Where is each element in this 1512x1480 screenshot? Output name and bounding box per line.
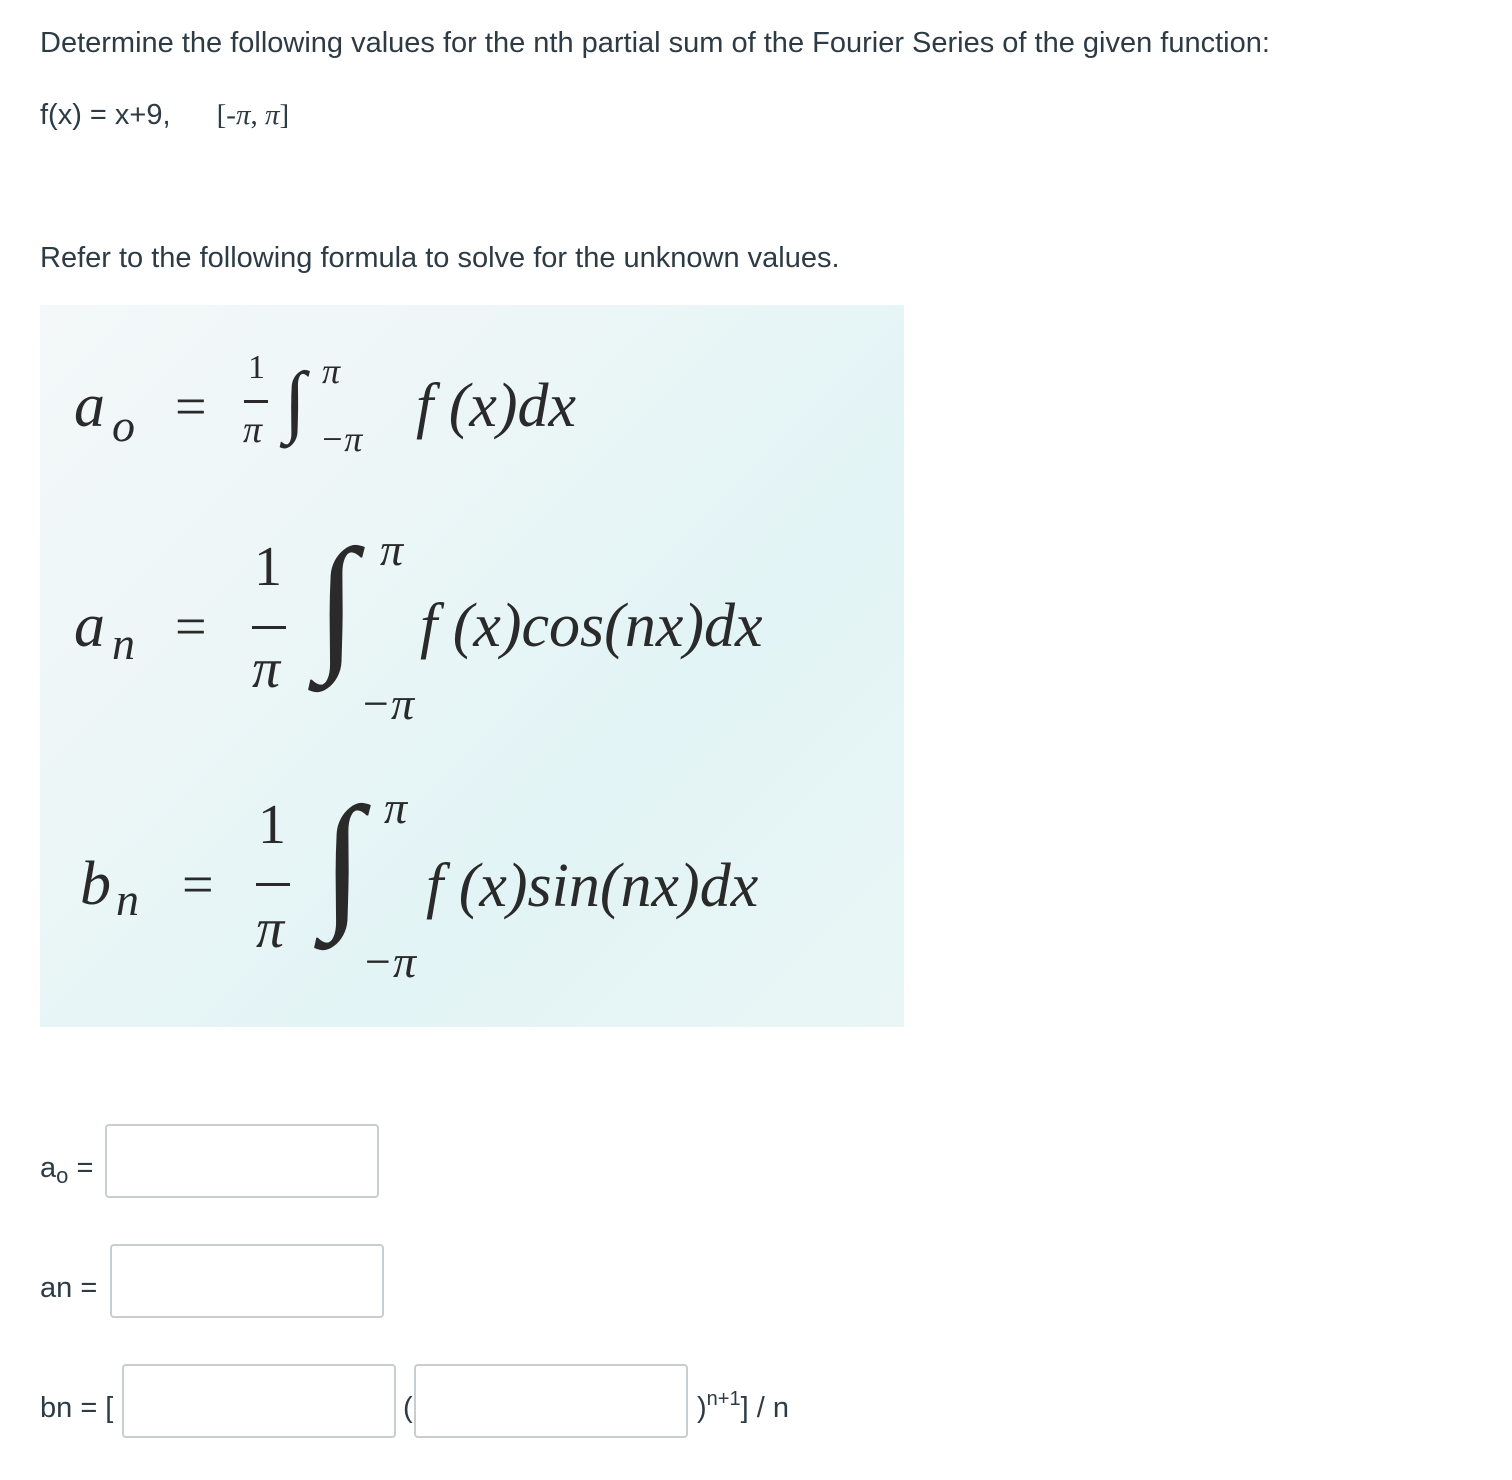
bn-suffix-exponent: n+1: [706, 1388, 741, 1410]
a0-label-main: a: [40, 1152, 57, 1184]
interval-open: [-: [216, 99, 236, 131]
interval-sep: ,: [250, 99, 265, 131]
bn-suffix-paren: ): [697, 1392, 707, 1424]
bn-lower-limit: −π: [362, 936, 417, 987]
bn-frac-num: 1: [258, 794, 286, 856]
bn-suffix-tail: ] / n: [740, 1392, 789, 1424]
interval-pi-lower: π: [235, 99, 251, 131]
a0-frac-bar: [244, 400, 268, 403]
a0-equals: =: [175, 376, 207, 438]
interval-close: ]: [279, 99, 290, 131]
bn-upper-limit: π: [384, 782, 408, 833]
an-lhs-sub: n: [112, 618, 135, 669]
bn-integrand: f (x)sin(nx)dx: [426, 852, 759, 920]
a0-lhs-sub: o: [112, 400, 135, 451]
a0-integrand: f (x)dx: [416, 372, 577, 440]
formula-image: [40, 305, 904, 1027]
a0-frac-num: 1: [248, 349, 265, 386]
a0-lhs-letter: a: [74, 372, 105, 440]
bn-answer-label: bn = [: [40, 1392, 114, 1424]
an-frac-bar: [252, 626, 286, 629]
a0-label-eq: =: [68, 1152, 94, 1184]
an-equals: =: [175, 596, 207, 658]
function-text: f(x) = x+9,: [40, 99, 171, 131]
a0-integral-sign: ∫: [284, 357, 306, 445]
an-lhs-letter: a: [74, 592, 105, 660]
bn-lhs-letter: b: [80, 850, 111, 918]
an-upper-limit: π: [380, 524, 404, 575]
bn-answer-input-2[interactable]: [414, 1364, 688, 1438]
bn-integral-sign: ∫: [322, 777, 364, 943]
bn-frac-bar: [256, 883, 290, 886]
question-prompt: Determine the following values for the nth partial sum of the Fourier Series of the given function:: [40, 27, 1270, 59]
an-integrand: f (x)cos(nx)dx: [420, 592, 763, 660]
a0-label-sub: o: [56, 1163, 69, 1188]
bn-suffix: [697, 1390, 789, 1429]
a0-lower-limit: −π: [320, 419, 363, 459]
an-answer-label: an =: [40, 1272, 98, 1304]
an-frac-num: 1: [254, 536, 282, 598]
an-frac-den: π: [252, 638, 281, 700]
a0-frac-den: π: [243, 409, 263, 451]
interval: [217, 99, 290, 131]
a0-answer-label: [40, 1150, 93, 1188]
an-integral-sign: ∫: [316, 519, 358, 685]
bn-open-paren: (: [403, 1392, 413, 1424]
an-lower-limit: −π: [360, 678, 415, 729]
bn-lhs-sub: n: [116, 874, 139, 925]
an-answer-input[interactable]: [110, 1244, 384, 1318]
a0-answer-input[interactable]: [105, 1124, 379, 1198]
refer-instruction: Refer to the following formula to solve for the unknown values.: [40, 242, 840, 274]
a0-upper-limit: π: [322, 351, 341, 391]
function-definition: [40, 97, 289, 133]
bn-equals: =: [182, 854, 214, 916]
bn-frac-den: π: [256, 898, 285, 960]
interval-pi-upper: π: [264, 99, 280, 131]
bn-answer-input-1[interactable]: [122, 1364, 396, 1438]
